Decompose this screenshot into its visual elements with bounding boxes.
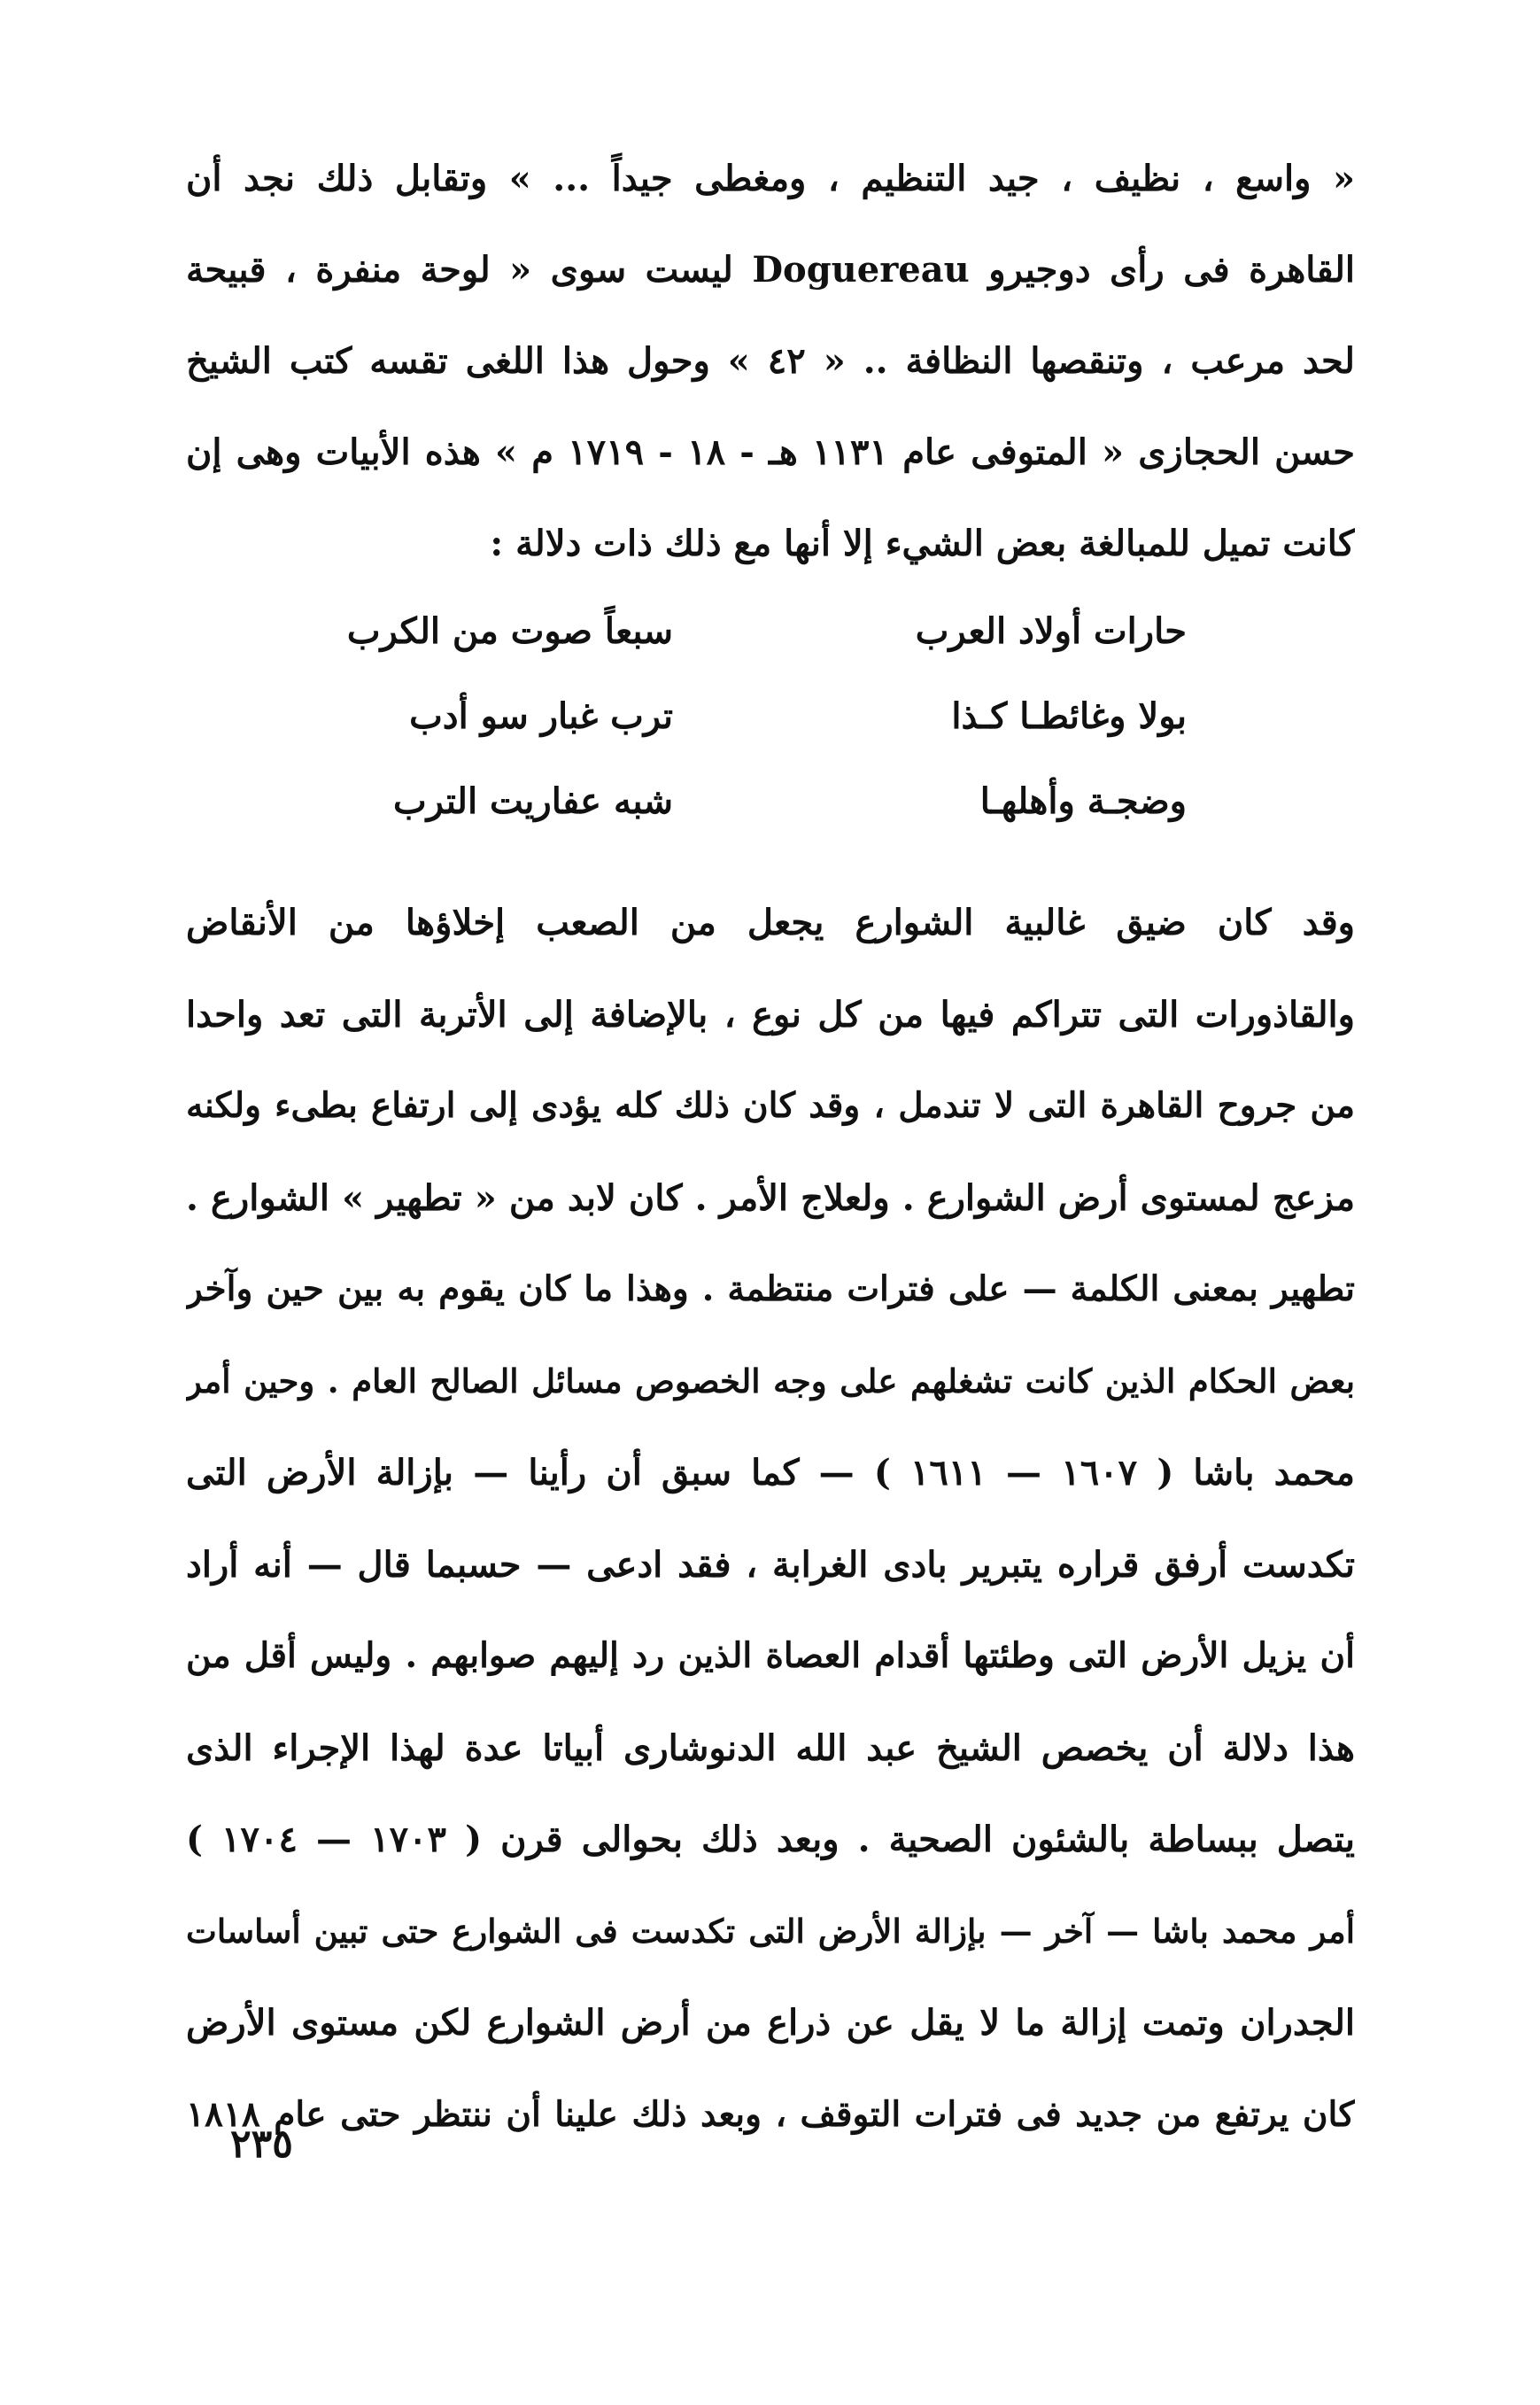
verse-first-hemistich: بولا وغائطـا كـذا (951, 695, 1187, 737)
text-line: أمر محمد باشا — آخر — بإزالة الأرض التى تكدست فى الشوارع حتى تبين أساسات (186, 1911, 1355, 1951)
text-line: تطهير بمعنى الكلمة — على فترات منتظمة . وهذا ما كان يقوم به بين حين وآخر (186, 1268, 1355, 1309)
text-line: كانت تميل للمبالغة بعض الشيء إلا أنها مع ذلك ذات دلالة : (490, 523, 1355, 564)
verse-second-hemistich: شبه عفاريت الترب (393, 780, 673, 822)
text-line: الجدران وتمت إزالة ما لا يقل عن ذراع من أرض الشوارع لكن مستوى الأرض (186, 2002, 1355, 2044)
poem-verse (292, 759, 1187, 844)
text-line: وقد كان ضيق غالبية الشوارع يجعل من الصعب إخلاؤها من الأنقاض (186, 902, 1355, 943)
poem-verses (292, 589, 1187, 844)
text-line: القاهرة فى رأى دوجيرو Doguereau ليست سوى « لوحة منفرة ، قبيحة (186, 249, 1355, 291)
poem-verse (292, 674, 1187, 759)
verse-second-hemistich: ترب غبار سو أدب (409, 695, 673, 737)
paragraph-main (186, 877, 1355, 2161)
text-line: حسن الحجازى « المتوفى عام ١١٣١ هـ - ١٨ - ١٧١٩ م » هذه الأبيات وهى إن (186, 431, 1355, 473)
page-number: ٢٣٥ (230, 2122, 293, 2167)
text-line: والقاذورات التى تتراكم فيها من كل نوع ، بالإضافة إلى الأتربة التى تعد واحدا (186, 993, 1355, 1036)
text-line: أن يزيل الأرض التى وطئتها أقدام العصاة الذين رد إليهم صوابهم . وليس أقل من (186, 1635, 1355, 1676)
text-line: هذا دلالة أن يخصص الشيخ عبد الله الدنوشارى أبياتا عدة لهذا الإجراء الذى (186, 1726, 1355, 1769)
verse-first-hemistich: حارات أولاد العرب (915, 610, 1187, 652)
verse-first-hemistich: وضجـة وأهلهـا (979, 780, 1187, 822)
paragraph-intro (186, 133, 1355, 589)
verse-second-hemistich: سبعاً صوت من الكرب (346, 610, 673, 652)
text-line: بعض الحكام الذين كانت تشغلهم على وجه الخصوص مسائل الصالح العام . وحين أمر (186, 1361, 1355, 1400)
text-line: محمد باشا ( ١٦٠٧ — ١٦١١ ) — كما سبق أن رأينا — بإزالة الأرض التى (186, 1452, 1355, 1493)
text-line: مزعج لمستوى أرض الشوارع . ولعلاج الأمر . كان لابد من « تطهير » الشوارع . (186, 1176, 1355, 1219)
text-line: من جروح القاهرة التى لا تندمل ، وقد كان ذلك كله يؤدى إلى ارتفاع بطىء ولكنه (186, 1085, 1355, 1126)
text-line: تكدست أرفق قراره يتبرير بادى الغرابة ، فقد ادعى — حسبما قال — أنه أراد (186, 1543, 1355, 1586)
text-line: « واسع ، نظيف ، جيد التنظيم ، ومغطى جيداً ... » وتقابل ذلك نجد أن (186, 158, 1355, 199)
text-line: كان يرتفع من جديد فى فترات التوقف ، وبعد ذلك علينا أن ننتظر حتى عام ١٨١٨ (186, 2093, 1355, 2135)
poem-verse (292, 589, 1187, 674)
text-line: لحد مرعب ، وتنقصها النظافة .. « ٤٢ » وحول هذا اللغى تقسه كتب الشيخ (186, 340, 1355, 382)
text-line: يتصل ببساطة بالشئون الصحية . وبعد ذلك بحوالى قرن ( ١٧٠٣ — ١٧٠٤ ) (186, 1819, 1355, 1860)
